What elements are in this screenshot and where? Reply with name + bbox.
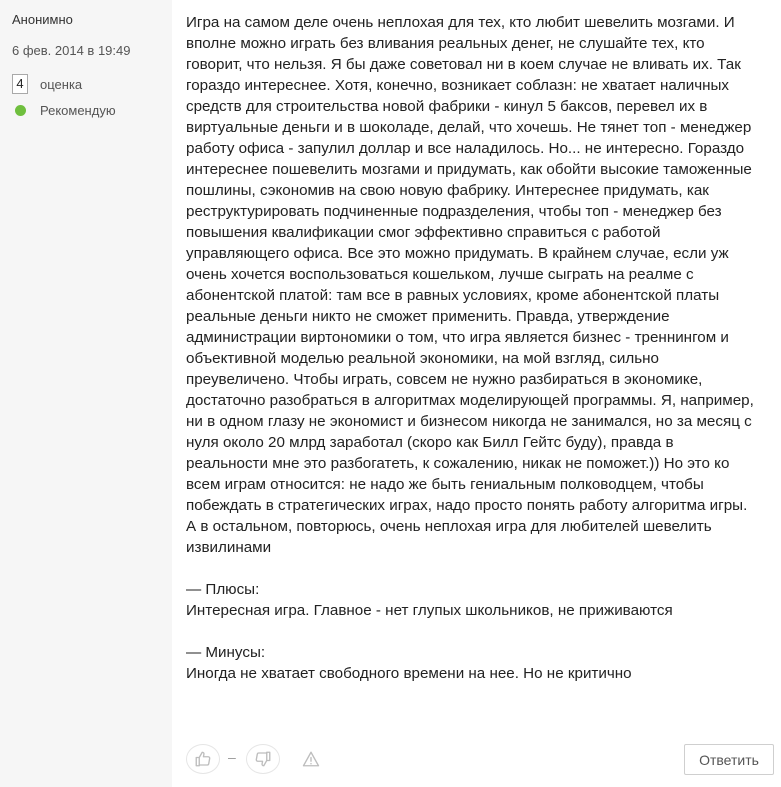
thumbs-up-icon	[194, 750, 212, 768]
recommend-status	[15, 103, 116, 118]
review-sidebar	[0, 0, 172, 787]
author-name: Анонимно	[12, 12, 73, 27]
review-footer	[186, 744, 774, 776]
report-button[interactable]	[302, 750, 320, 768]
pros-text: Интересная игра. Главное - нет глупых школьников, не приживаются	[186, 602, 673, 619]
recommend-dot-icon	[15, 105, 26, 116]
review-date: 6 фев. 2014 в 19:49	[12, 43, 131, 58]
reply-button[interactable]: Ответить	[684, 744, 774, 775]
like-button[interactable]	[186, 744, 220, 774]
rating-value: 4	[12, 74, 28, 94]
review-text: Игра на самом деле очень неплохая для тех, кто любит шевелить мозгами. И вполне можно играть без вливания реальных денег, не слушайте тех, кто говорит, что нельзя. Я бы даже советовал ни в коем случае не вливать их. Так гораздо интереснее. Хотя, конечно, возникает соблазн: не хватает наличных средств для строительства новой фабрики - кинул 5 баксов, перевел их в виртуальные деньги и в шоколаде, делай, что хочешь. Не тянет топ - менеджер работу офиса - запулил доллар и все наладилось. Но... не интересно. Гораздо интереснее пошевелить мозгами и придумать, как обойти высокие таможенные пошлины, сэкономив на свою новую фабрику. Интереснее придумать, как реструктурировать подчиненные подразделения, чтобы топ - менеджер без повышения квалификации смог эффективно справиться с работой управляющего офиса. Все это можно придумать. В крайнем случае, если уж очень хочется воспользоваться кошельком, лучше сыграть на реалме с абонентской платой: там все в равных условиях, кроме абонентской платы реальные деньги никто не сможет применить. Правда, утверждение администрации виртономики о том, что игра является бизнес - треннингом и объективной моделью реальной экономики, на мой взгляд, сильно преувеличено. Чтобы играть, совсем не нужно разбираться в экономике, достаточно разобраться в алгоритмах моделирующей программы. Я, например, ни в одном глазу не экономист и бизнесом никогда не занимался, но за месяц с нуля около 20 млрд заработал (скоро как Билл Гейтс буду), правда в реальности мне это разбогатеть, к сожалению, никак не поможет.)) Но это ко всем играм относится: не надо же быть гениальным полководцем, чтобы побеждать в стратегических играх, надо просто понять работу алгоритма игры. А в остальном, повторюсь, очень неплохая игра для любителей шевелить извилинами	[186, 14, 754, 556]
cons-text: Иногда не хватает свободного времени на нее. Но не критично	[186, 665, 632, 682]
review-content	[186, 12, 756, 684]
recommend-label: Рекомендую	[40, 103, 116, 118]
rating	[12, 74, 82, 94]
dislike-button[interactable]	[246, 744, 280, 774]
warning-icon	[302, 750, 320, 768]
pros-section	[186, 579, 756, 621]
cons-title: — Минусы:	[186, 644, 266, 661]
vote-separator: –	[228, 749, 236, 765]
pros-title: — Плюсы:	[186, 581, 260, 598]
thumbs-down-icon	[254, 750, 272, 768]
cons-section	[186, 642, 756, 684]
rating-label: оценка	[40, 76, 83, 92]
